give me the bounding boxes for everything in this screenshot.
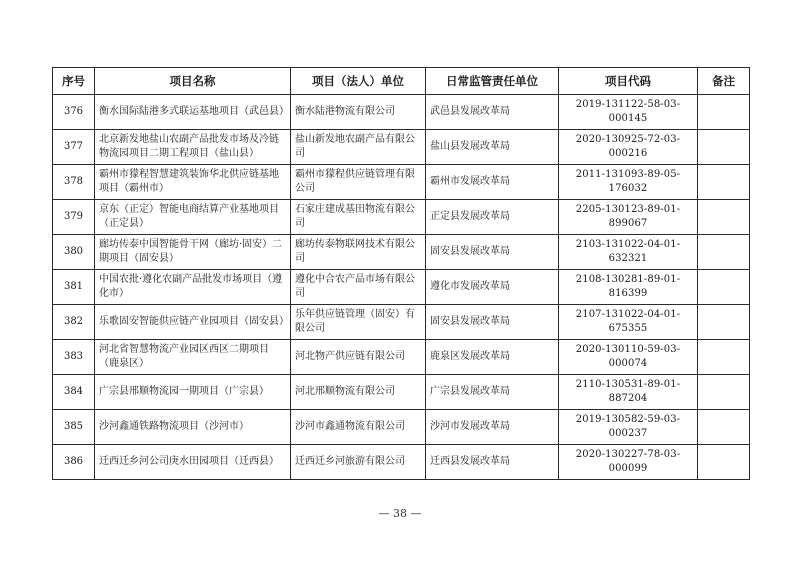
cell-project-name: 霸州市獴程智慧建筑装饰华北供应链基地项目（霸州市） bbox=[95, 165, 291, 200]
cell-supervision-unit: 盐山县发展改革局 bbox=[426, 130, 559, 165]
table-row bbox=[53, 270, 750, 305]
cell-supervision-unit: 固安县发展改革局 bbox=[426, 235, 559, 270]
cell-project-unit: 廊坊传泰物联网技术有限公司 bbox=[291, 235, 426, 270]
table-row bbox=[53, 165, 750, 200]
cell-serial-number: 383 bbox=[53, 340, 95, 375]
cell-project-unit: 河北物产供应链有限公司 bbox=[291, 340, 426, 375]
cell-serial-number: 381 bbox=[53, 270, 95, 305]
cell-remarks bbox=[698, 165, 750, 200]
cell-project-code: 2205-130123-89-01-899067 bbox=[559, 200, 698, 235]
cell-supervision-unit: 广宗县发展改革局 bbox=[426, 375, 559, 410]
cell-project-name: 河北省智慧物流产业园区西区二期项目（鹿泉区） bbox=[95, 340, 291, 375]
cell-remarks bbox=[698, 200, 750, 235]
cell-project-name: 衡水国际陆港多式联运基地项目（武邑县） bbox=[95, 95, 291, 130]
table-row bbox=[53, 340, 750, 375]
cell-serial-number: 386 bbox=[53, 445, 95, 480]
cell-serial-number: 378 bbox=[53, 165, 95, 200]
table-row bbox=[53, 305, 750, 340]
cell-remarks bbox=[698, 130, 750, 165]
cell-project-code: 2103-131022-04-01-632321 bbox=[559, 235, 698, 270]
cell-project-name: 中国农批·遵化农副产品批发市场项目（遵化市） bbox=[95, 270, 291, 305]
table-row bbox=[53, 200, 750, 235]
cell-supervision-unit: 正定县发展改革局 bbox=[426, 200, 559, 235]
cell-project-code: 2020-130227-78-03-000099 bbox=[559, 445, 698, 480]
header-supervision-unit: 日常监管责任单位 bbox=[426, 68, 559, 95]
cell-serial-number: 382 bbox=[53, 305, 95, 340]
cell-remarks bbox=[698, 375, 750, 410]
header-remarks: 备注 bbox=[698, 68, 750, 95]
cell-project-code: 2020-130110-59-03-000074 bbox=[559, 340, 698, 375]
cell-project-unit: 盐山新发地农副产品有限公司 bbox=[291, 130, 426, 165]
cell-project-code: 2011-131093-89-05-176032 bbox=[559, 165, 698, 200]
cell-project-code: 2019-131122-58-03-000145 bbox=[559, 95, 698, 130]
header-project-unit: 项目（法人）单位 bbox=[291, 68, 426, 95]
cell-project-name: 京东（正定）智能电商结算产业基地项目（正定县） bbox=[95, 200, 291, 235]
cell-project-unit: 河北邢顺物流有限公司 bbox=[291, 375, 426, 410]
cell-project-name: 北京新发地盐山农副产品批发市场及冷链物流园项目二期工程项目（盐山县） bbox=[95, 130, 291, 165]
table-header-row bbox=[53, 68, 750, 95]
cell-project-code: 2110-130531-89-01-887204 bbox=[559, 375, 698, 410]
cell-project-unit: 遵化中合农产品市场有限公司 bbox=[291, 270, 426, 305]
cell-project-code: 2107-131022-04-01-675355 bbox=[559, 305, 698, 340]
cell-remarks bbox=[698, 410, 750, 445]
cell-supervision-unit: 沙河市发展改革局 bbox=[426, 410, 559, 445]
cell-project-name: 沙河鑫通铁路物流项目（沙河市） bbox=[95, 410, 291, 445]
cell-project-unit: 乐年供应链管理（固安）有限公司 bbox=[291, 305, 426, 340]
cell-remarks bbox=[698, 270, 750, 305]
table-row bbox=[53, 130, 750, 165]
cell-remarks bbox=[698, 235, 750, 270]
table-row bbox=[53, 410, 750, 445]
cell-project-code: 2020-130925-72-03-000216 bbox=[559, 130, 698, 165]
cell-supervision-unit: 遵化市发展改革局 bbox=[426, 270, 559, 305]
header-serial-number: 序号 bbox=[53, 68, 95, 95]
cell-project-name: 廊坊传泰中国智能骨干网（廊坊·固安）二期项目（固安县） bbox=[95, 235, 291, 270]
table-row bbox=[53, 95, 750, 130]
table-row bbox=[53, 235, 750, 270]
cell-remarks bbox=[698, 445, 750, 480]
cell-project-unit: 迁西迁乡河旅游有限公司 bbox=[291, 445, 426, 480]
cell-serial-number: 377 bbox=[53, 130, 95, 165]
cell-project-code: 2108-130281-89-01-816399 bbox=[559, 270, 698, 305]
header-project-name: 项目名称 bbox=[95, 68, 291, 95]
cell-project-unit: 衡水陆港物流有限公司 bbox=[291, 95, 426, 130]
cell-supervision-unit: 霸州市发展改革局 bbox=[426, 165, 559, 200]
cell-remarks bbox=[698, 95, 750, 130]
cell-serial-number: 384 bbox=[53, 375, 95, 410]
cell-remarks bbox=[698, 340, 750, 375]
cell-project-name: 迁西迁乡河公司庚水田园项目（迁西县） bbox=[95, 445, 291, 480]
cell-project-unit: 霸州市獴程供应链管理有限公司 bbox=[291, 165, 426, 200]
cell-serial-number: 380 bbox=[53, 235, 95, 270]
cell-project-name: 广宗县邢顺物流园一期项目（广宗县） bbox=[95, 375, 291, 410]
page-number: — 38 — bbox=[378, 507, 422, 520]
project-table bbox=[52, 67, 750, 480]
header-project-code: 项目代码 bbox=[559, 68, 698, 95]
cell-project-name: 乐歌固安智能供应链产业园项目（固安县） bbox=[95, 305, 291, 340]
cell-remarks bbox=[698, 305, 750, 340]
cell-project-unit: 沙河市鑫通物流有限公司 bbox=[291, 410, 426, 445]
cell-serial-number: 385 bbox=[53, 410, 95, 445]
cell-supervision-unit: 固安县发展改革局 bbox=[426, 305, 559, 340]
cell-serial-number: 379 bbox=[53, 200, 95, 235]
cell-supervision-unit: 迁西县发展改革局 bbox=[426, 445, 559, 480]
cell-supervision-unit: 鹿泉区发展改革局 bbox=[426, 340, 559, 375]
cell-project-unit: 石家庄建成基田物流有限公司 bbox=[291, 200, 426, 235]
cell-project-code: 2019-130582-59-03-000237 bbox=[559, 410, 698, 445]
table-row bbox=[53, 375, 750, 410]
table-row bbox=[53, 445, 750, 480]
cell-supervision-unit: 武邑县发展改革局 bbox=[426, 95, 559, 130]
cell-serial-number: 376 bbox=[53, 95, 95, 130]
